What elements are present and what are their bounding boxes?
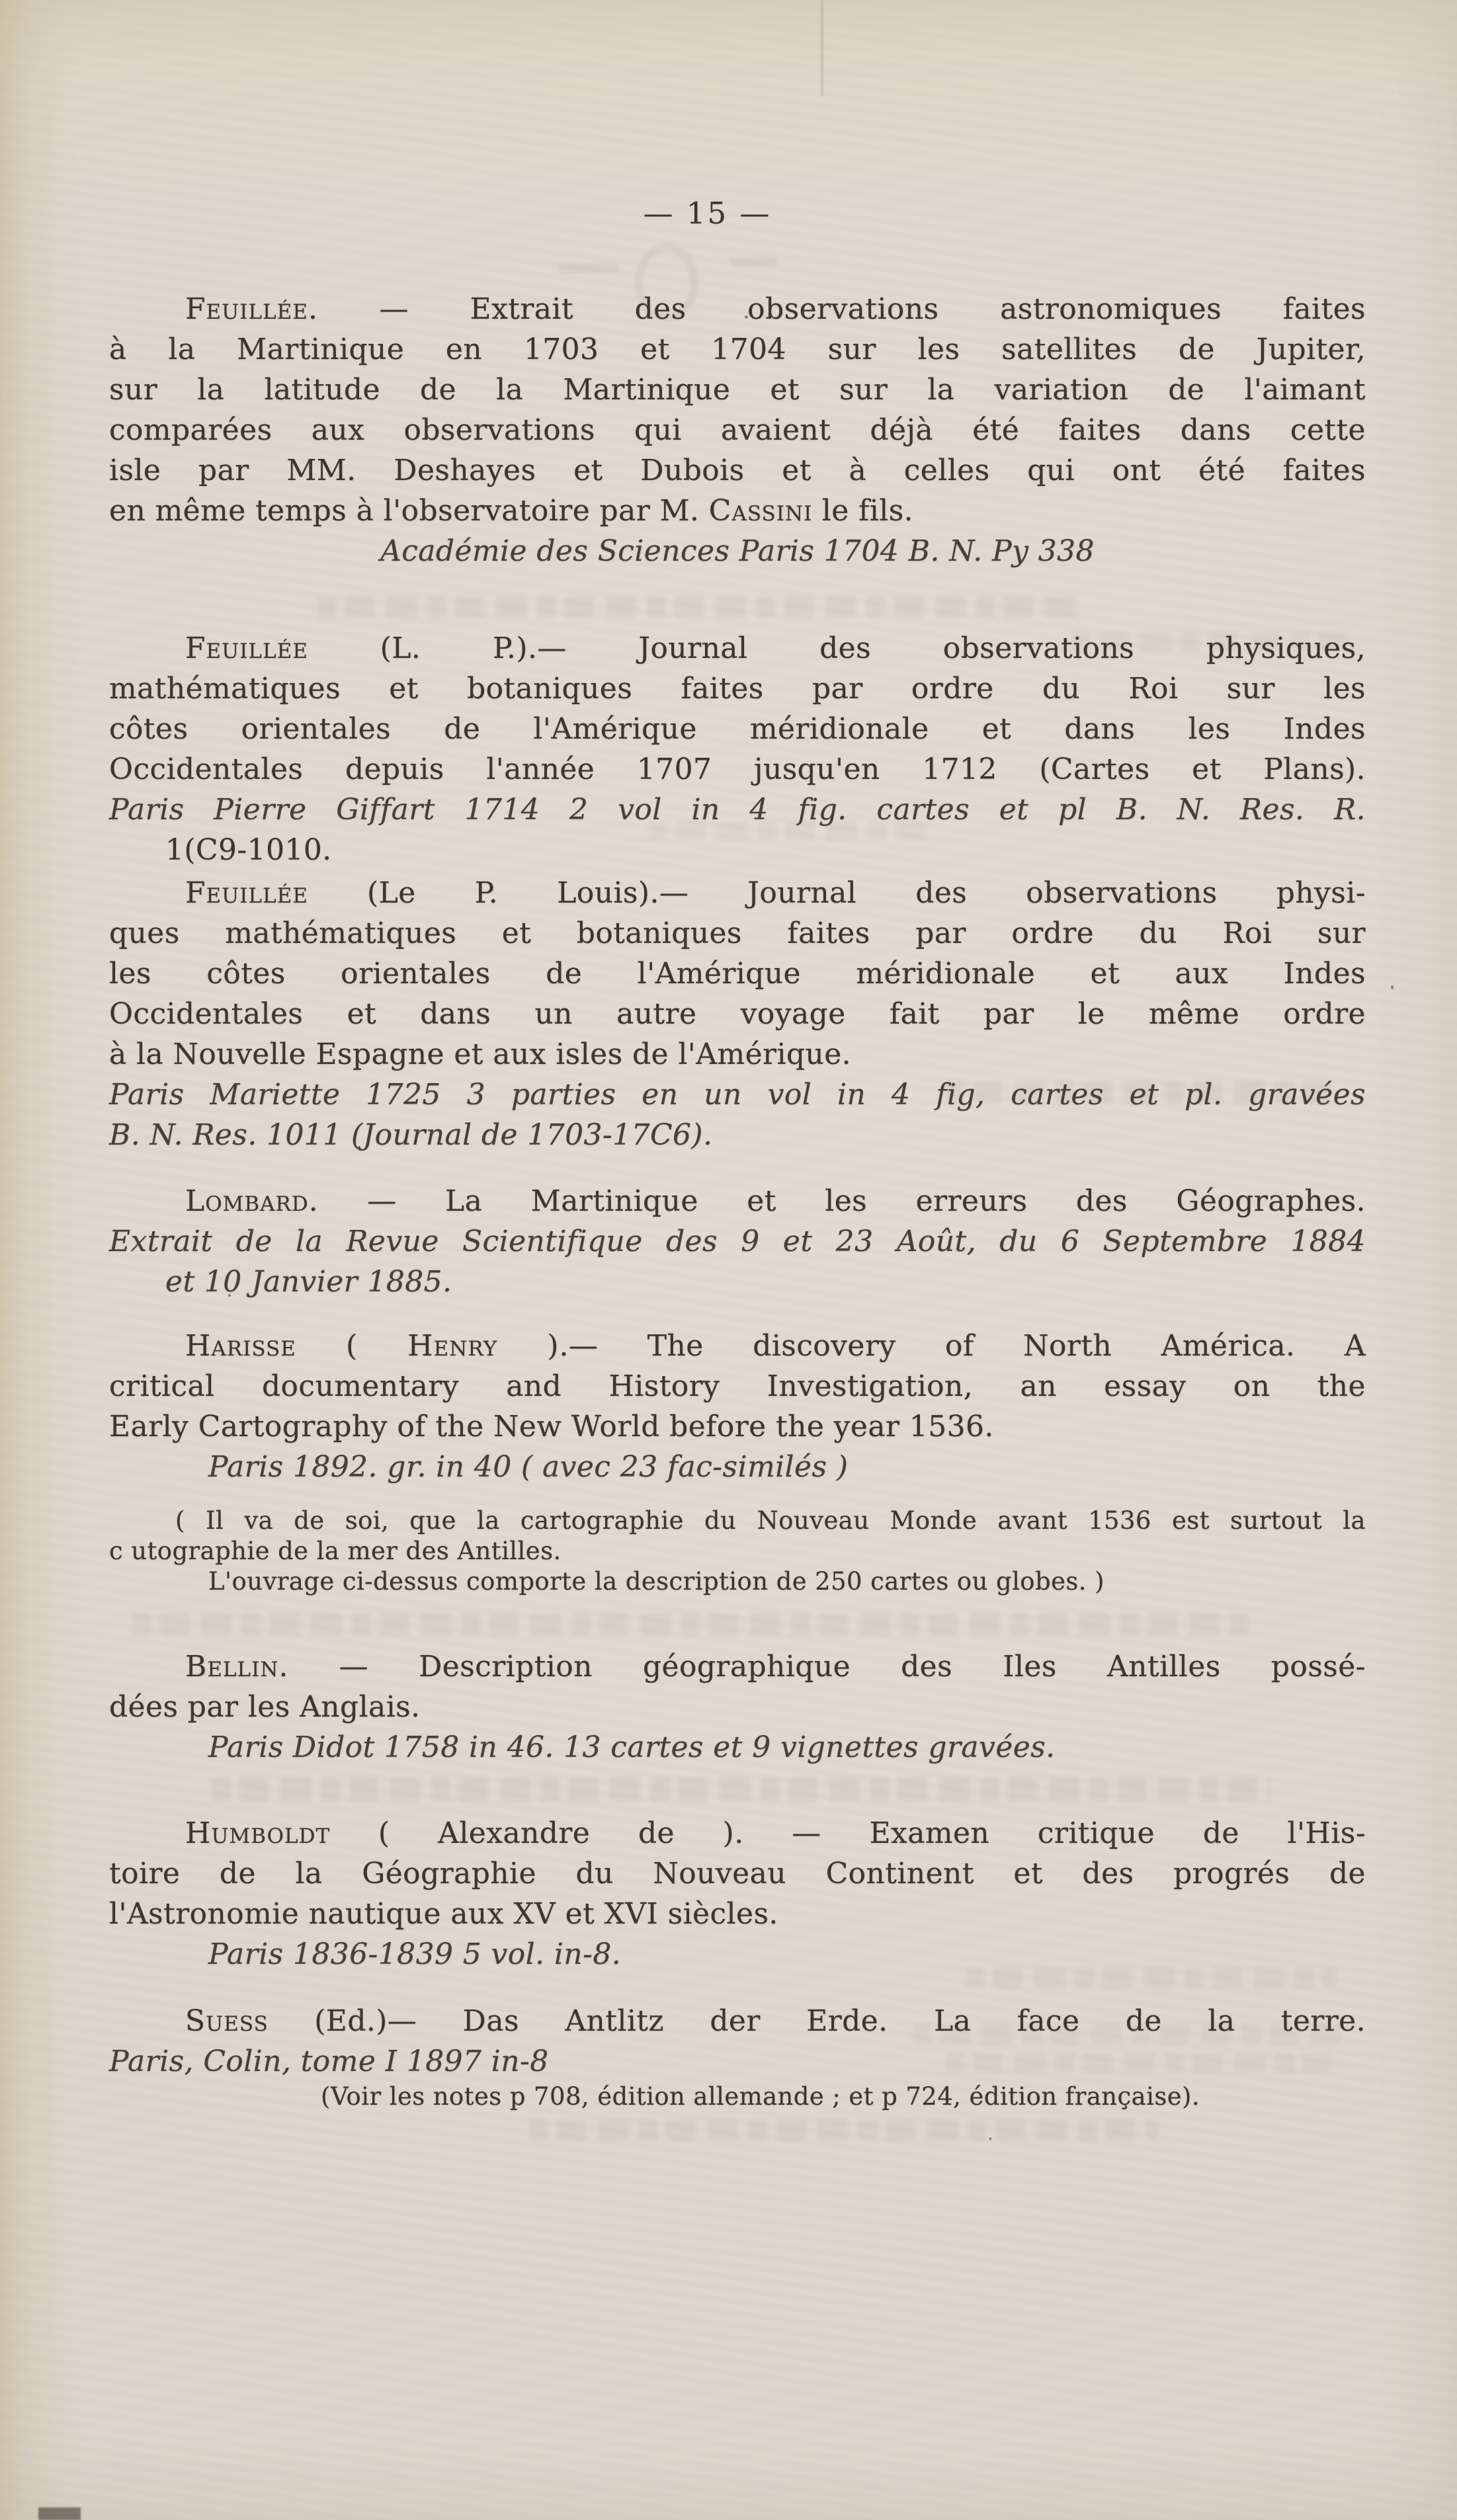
author-name: Suess xyxy=(185,2004,269,2038)
text-line xyxy=(109,2001,1366,2041)
text-line xyxy=(109,1181,1366,1221)
author-name: Cassini xyxy=(708,494,813,528)
text-line: les côtes orientales de l'Amérique méridionale et aux Indes xyxy=(109,957,1366,991)
reference-line: B. N. Res. 1011 (Journal de 1703-17C6). xyxy=(109,1118,713,1152)
text-line: à la Martinique en 1703 et 1704 sur les satellites de Jupiter, xyxy=(109,333,1366,366)
paper-edge-mark xyxy=(38,2507,81,2520)
author-name: Humboldt xyxy=(185,1816,331,1850)
entry-lombard xyxy=(109,1181,1366,1302)
text-line: comparées aux observations qui avaient déjà été faites dans cette xyxy=(109,413,1366,447)
page-number: — 15 — xyxy=(643,196,772,231)
text-line xyxy=(109,491,1366,531)
reference-line: Paris 1892. gr. in 40 ( avec 23 fac-similés ) xyxy=(208,1450,849,1484)
reference-line: Paris Mariette 1725 3 parties en un vol in 4 fig, cartes et pl. gravées xyxy=(109,1078,1366,1112)
entry-feuillee-lp xyxy=(109,628,1366,870)
text-run: en même temps à l'observatoire par M. xyxy=(109,494,709,528)
reference-line: et 10 Janvier 1885. xyxy=(165,1265,452,1299)
text-line: Occidentales depuis l'année 1707 jusqu'en 1712 (Cartes et Plans). xyxy=(109,752,1366,786)
showthrough-artifact xyxy=(559,263,618,273)
showthrough-artifact xyxy=(317,596,1078,618)
author-name: Harisse ( Henry ) xyxy=(185,1329,560,1363)
reference-line: Paris, Colin, tome I 1897 in-8 xyxy=(109,2045,549,2078)
reference-line: Paris 1836-1839 5 vol. in-8. xyxy=(208,1937,622,1971)
showthrough-artifact xyxy=(132,1613,1257,1636)
text-run: (Le P. Louis).— Journal des observations physi- xyxy=(308,876,1366,910)
text-run: — Extrait des observations astronomiques faites xyxy=(317,292,1366,326)
text-line: isle par MM. Deshayes et Dubois et à celles qui ont été faites xyxy=(109,454,1366,487)
text-line xyxy=(109,1326,1366,1366)
paper-crease xyxy=(821,0,823,96)
text-line: côtes orientales de l'Amérique méridionale et dans les Indes xyxy=(109,712,1366,746)
entry-bellin xyxy=(109,1646,1366,1768)
text-line: dées par les Anglais. xyxy=(109,1690,421,1724)
text-line: toire de la Géographie du Nouveau Continent et des progrés de xyxy=(109,1857,1366,1890)
text-line xyxy=(109,873,1366,913)
reference-line: 1(C9-1010. xyxy=(165,833,332,867)
entry-suess xyxy=(109,2001,1366,2112)
text-line: ques mathématiques et botaniques faites par ordre du Roi sur xyxy=(109,916,1366,950)
text-run: (Ed.)— Das Antlitz der Erde. La face de la terre. xyxy=(268,2004,1366,2038)
reference-line: Extrait de la Revue Scientifique des 9 et 23 Août, du 6 Septembre 1884 xyxy=(109,1225,1366,1258)
text-line xyxy=(109,289,1366,329)
author-name: Feuillée xyxy=(185,876,308,910)
showthrough-artifact xyxy=(731,258,777,266)
text-line xyxy=(109,1813,1366,1853)
text-line: l'Astronomie nautique aux XV et XVI siècles. xyxy=(109,1897,778,1931)
paper-speck xyxy=(1391,985,1394,989)
text-run: le fils. xyxy=(812,494,914,528)
author-name: Bellin. xyxy=(185,1650,289,1684)
text-line: Early Cartography of the New World before the year 1536. xyxy=(109,1410,994,1443)
text-line xyxy=(109,1646,1366,1687)
text-run: .— The discovery of North América. A xyxy=(559,1329,1366,1363)
entry-feuillee-louis xyxy=(109,873,1366,1155)
note-line: (Voir les notes p 708, édition allemande ; et p 724, édition française). xyxy=(321,2082,1200,2111)
note-line: c utographie de la mer des Antilles. xyxy=(109,1537,562,1565)
text-line: à la Nouvelle Espagne et aux isles de l'Amérique. xyxy=(109,1037,852,1071)
author-name: Feuillée. xyxy=(185,292,318,326)
note-line: L'ouvrage ci-dessus comporte la description de 250 cartes ou globes. ) xyxy=(208,1567,1104,1596)
entry-humboldt xyxy=(109,1813,1366,1974)
reference-line: Paris Didot 1758 in 46. 13 cartes et 9 vignettes gravées. xyxy=(208,1730,1056,1764)
entry-feuillee-extrait xyxy=(109,289,1366,571)
text-run: ( Alexandre de ). — Examen critique de l'His- xyxy=(330,1816,1366,1850)
reference-line: Paris Pierre Giffart 1714 2 vol in 4 fig. cartes et pl B. N. Res. R. xyxy=(109,793,1366,827)
note-line: ( Il va de soi, que la cartographie du Nouveau Monde avant 1536 est surtout la xyxy=(175,1506,1366,1535)
showthrough-artifact xyxy=(529,2119,1157,2140)
text-line: Occidentales et dans un autre voyage fait par le même ordre xyxy=(109,997,1366,1031)
text-run: — La Martinique et les erreurs des Géographes. xyxy=(318,1184,1366,1218)
text-line: critical documentary and History Investigation, an essay on the xyxy=(109,1369,1366,1403)
text-run: — Description géographique des Iles Antilles possé- xyxy=(288,1650,1366,1684)
reference-line: Académie des Sciences Paris 1704 B. N. Py 338 xyxy=(380,534,1095,568)
text-line: mathématiques et botaniques faites par ordre du Roi sur les xyxy=(109,672,1366,706)
author-name: Feuillée xyxy=(185,631,308,665)
text-line: sur la latitude de la Martinique et sur la variation de l'aimant xyxy=(109,373,1366,407)
entry-harisse xyxy=(109,1326,1366,1597)
author-name: Lombard. xyxy=(185,1184,319,1218)
paper-speck xyxy=(989,2137,991,2140)
text-line xyxy=(109,628,1366,669)
showthrough-artifact xyxy=(212,1777,1270,1801)
text-run: (L. P.).— Journal des observations physiques, xyxy=(308,631,1366,665)
